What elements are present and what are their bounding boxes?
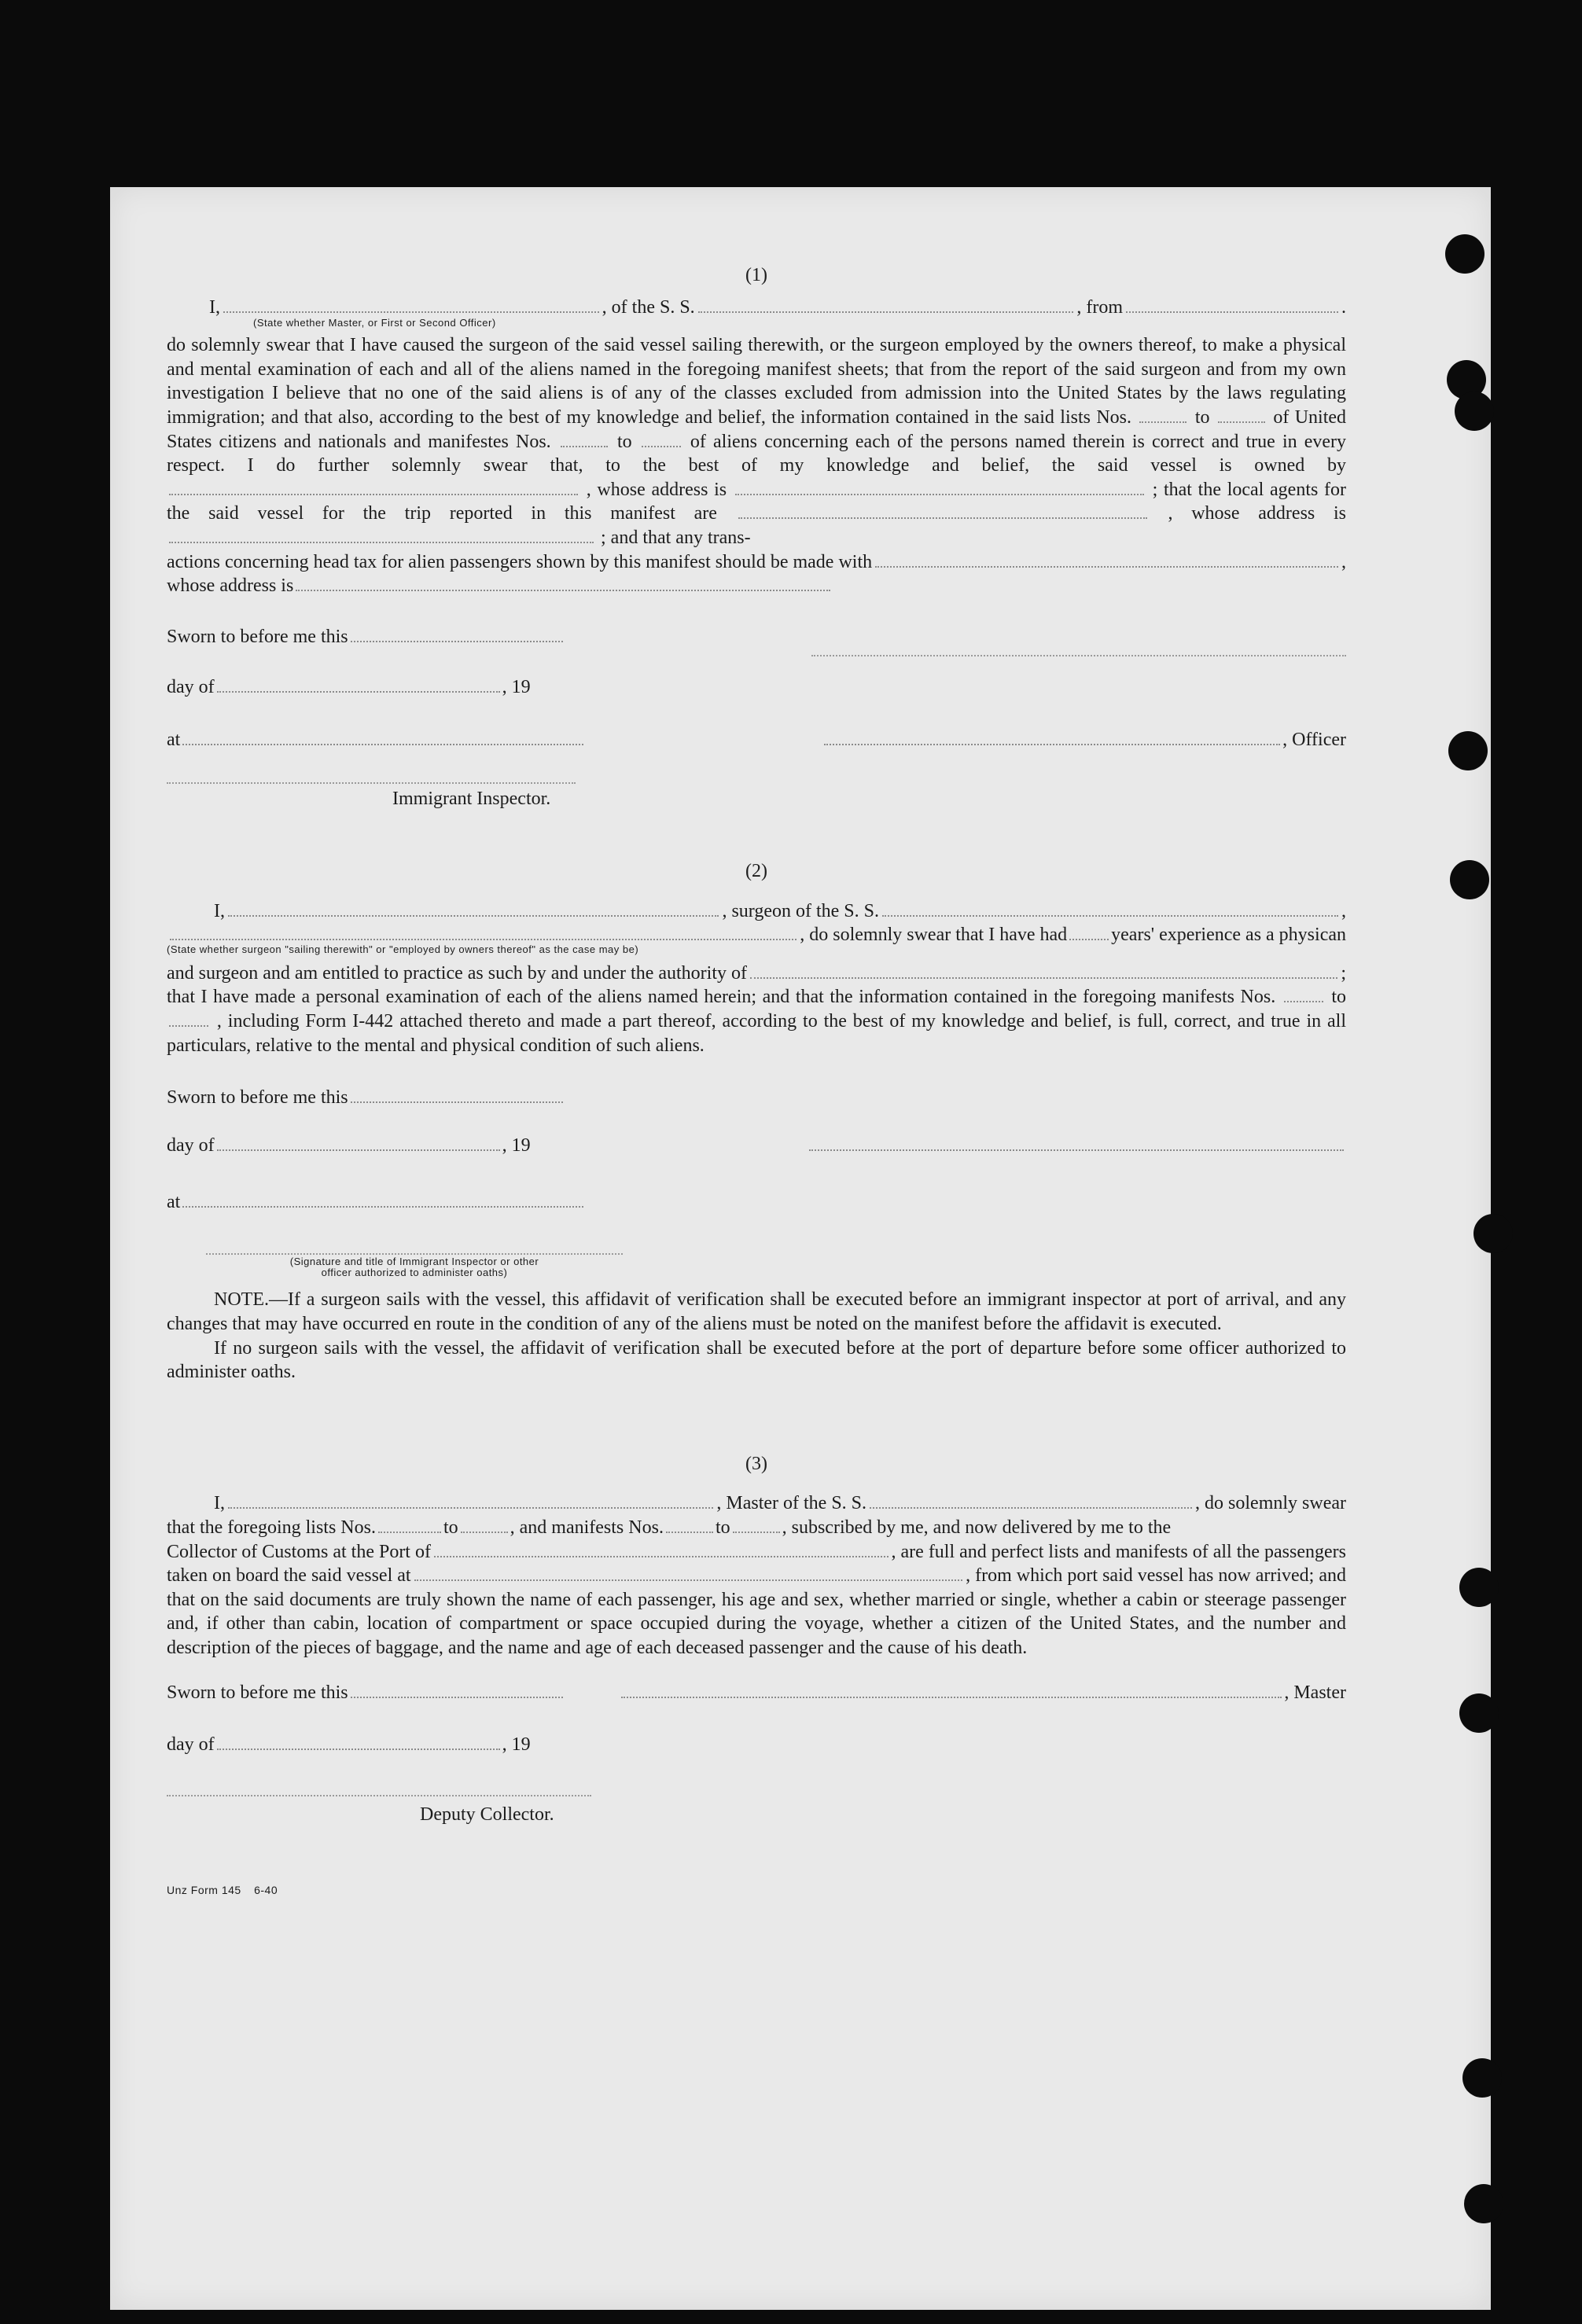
text: whose address is [167,575,294,597]
owner-address-field[interactable] [735,480,1144,495]
s2-inspector-signature-line[interactable] [206,1252,623,1255]
text: to [1331,987,1347,1008]
manifests-from-field[interactable] [561,432,608,447]
s1-at-line [167,728,1346,752]
s2-sworn-line [167,1086,1346,1110]
s1-officer-field[interactable] [824,730,1280,745]
text: at [167,1191,181,1212]
vessel-name-field[interactable] [698,297,1074,313]
authority-field[interactable] [750,963,1337,979]
s1-line-1 [167,296,1346,320]
s2-manifests-to-field[interactable] [169,1011,208,1027]
text: I, [209,296,220,318]
surgeon-name-field[interactable] [228,901,719,917]
s3-vessel-field[interactable] [870,1493,1192,1509]
officer-name-field[interactable] [223,297,599,313]
boarding-port-field[interactable] [414,1565,963,1581]
s3-line-1 [167,1491,1346,1516]
text: to [1194,406,1210,428]
s3-manifests-from-field[interactable] [666,1517,713,1533]
s2-vessel-field[interactable] [882,901,1338,917]
text: , do solemnly swear that I have had [800,925,1068,946]
text: day of [167,1734,215,1756]
text: I, [214,1493,225,1514]
master-signature-field[interactable] [621,1682,1282,1698]
punch-hole [1445,234,1485,274]
surgeon-type-field[interactable] [170,925,797,940]
owner-name-field[interactable] [169,480,578,495]
s1-paragraph [167,333,1346,550]
s1-officer-hint: (State whether Master, or First or Second Officer) [253,317,496,329]
s1-inspector-label: Immigrant Inspector. [392,788,551,809]
s3-lists-to-field[interactable] [461,1517,508,1533]
text: . [1341,296,1347,318]
s3-manifests-to-field[interactable] [733,1517,780,1533]
punch-hole [1448,731,1488,770]
text: ; and that any trans- [601,527,751,548]
punch-hole [1464,2184,1503,2223]
s1-officer-signature-line[interactable] [811,653,1346,656]
section-1-number: (1) [745,265,767,285]
head-tax-address-field[interactable] [296,575,830,591]
punch-hole [1459,1693,1499,1733]
text: , whose address is [1168,503,1346,524]
text: taken on board the said vessel at [167,1565,411,1587]
text: , 19 [502,1734,531,1756]
citizens-list-to-field[interactable] [1218,407,1265,423]
punch-hole [1462,2058,1502,2098]
s1-at-field[interactable] [182,730,583,745]
text: , whose address is [586,479,727,500]
s2-day-line [167,1134,1346,1167]
text: ; that the local agents for the said vessel for the trip reported in this manifest are [167,479,1347,524]
local-agents-field[interactable] [738,503,1147,519]
s2-surgeon-hint: (State whether surgeon "sailing therewith" or "employed by owners thereof" as the case may be) [167,943,639,955]
text: , [1341,900,1346,921]
text: day of [167,677,215,698]
text: at [167,729,181,750]
s1-sworn-line [167,625,1346,649]
s3-deputy-label: Deputy Collector. [420,1804,554,1825]
s2-at-line [167,1190,1346,1215]
s3-sworn-line [167,1681,1346,1705]
s2-day-field[interactable] [217,1135,500,1151]
form-code: 6-40 [254,1884,278,1897]
punch-hole [1473,1214,1513,1253]
s3-line-3 [167,1540,1346,1565]
form-footer [167,1878,1346,1903]
text: , do solemnly swear [1195,1493,1346,1514]
form-content [167,263,1346,1903]
s1-address-line [167,574,1346,598]
text: , 19 [502,677,531,698]
text: to [715,1517,730,1538]
text: (Signature and title of Immigrant Inspector or other [289,1256,539,1268]
s2-sworn-date-field[interactable] [351,1087,563,1103]
punch-hole [1455,392,1494,431]
text: , including Form I-442 attached thereto and made a part thereof, according to the best of my knowledge and belief, is full, correct, and true in all particulars, relative to the mental and physical condition of such aliens. [167,1011,1347,1056]
text: that I have made a personal examination of each of the aliens named herein; and that the information contained in the foregoing manifests Nos. [167,987,1276,1008]
s3-sworn-date-field[interactable] [351,1682,563,1698]
s2-signature-hint [206,1256,623,1278]
s2-manifests-from-field[interactable] [1284,987,1323,1002]
text: of United States citizens and nationals and manifestes Nos. [167,406,1347,452]
text: Sworn to before me this [167,1682,348,1703]
s2-at-field[interactable] [182,1192,583,1208]
s2-line-3 [167,962,1346,986]
text: , from [1076,296,1124,318]
text: officer authorized to administer oaths) [321,1267,508,1279]
text: , Master of the S. S. [716,1493,867,1514]
s2-note-2: If no surgeon sails with the vessel, the affidavit of verification shall be executed before at the port of departure before some officer authorized to administer oaths. [167,1337,1346,1383]
text: actions concerning head tax for alien passengers shown by this manifest should be made with [167,551,873,572]
agents-address-field[interactable] [169,528,594,543]
text: years' experience as a physican [1111,925,1346,946]
s1-day-line [167,675,1346,700]
s1-sworn-date-field[interactable] [351,627,563,642]
text: and surgeon and am entitled to practice as such by and under the authority of [167,962,747,984]
text: , subscribed by me, and now delivered by me to the [782,1517,1172,1538]
s3-collector-signature-line[interactable] [167,1793,591,1796]
text: of aliens concerning each of the persons named therein is correct and true in every respect. I do further solemnly swear that, to the best of my knowledge and belief, the said vessel is owned by [167,431,1347,476]
section-2-number: (2) [745,861,767,882]
s3-paragraph: that on the said documents are truly shown the name of each passenger, his age and sex, whether married or single, whether a cabin or steerage passenger and, if other than cabin, location of compartment or space occupied during the voyage, whether a citizen of the United States, and the number and description of the pieces of baggage, and the name and age of each deceased passenger and the cause of his death. [167,1589,1346,1658]
punch-hole [1450,860,1489,899]
s3-day-field[interactable] [217,1734,500,1750]
text: to [616,431,632,452]
text: , from which port said vessel has now arrived; and [966,1565,1346,1587]
text: Sworn to before me this [167,626,348,647]
head-tax-party-field[interactable] [875,552,1338,568]
text: , Master [1284,1682,1346,1703]
s2-paragraph [167,985,1346,1057]
text: ; [1341,962,1346,984]
s3-day-line [167,1733,1346,1757]
master-name-field[interactable] [228,1493,713,1509]
citizens-list-from-field[interactable] [1139,407,1186,423]
section-3-number: (3) [745,1453,767,1474]
s3-lists-from-field[interactable] [378,1517,441,1533]
punch-hole [1459,1568,1499,1607]
s1-head-tax-line [167,550,1346,575]
s3-line-2 [167,1516,1346,1540]
text: , are full and perfect lists and manifests of all the passengers [891,1541,1346,1562]
s3-line-4 [167,1564,1346,1588]
text: do solemnly swear that I have caused the surgeon of the said vessel sailing therewith, or the surgeon employed by the owners thereof, to make a physical and mental examination of each and all of the aliens named in the foregoing manifest sheets; that from the report of the said surgeon and from my own investigation I believe that no one of the said aliens is of any of the classes excluded from admission into the United States by the laws regulating immigration; and that also, according to the best of my knowledge and belief, the information contained in the said lists Nos. [167,335,1346,428]
s2-note-1: NOTE.—If a surgeon sails with the vessel, this affidavit of verification shall be executed before an immigrant inspector at port of arrival, and any changes that may have occurred en route in the condition of any of the aliens must be noted on the manifest before the affidavit is executed. [167,1289,1346,1335]
text: , Officer [1282,729,1346,750]
form-number: Unz Form 145 [167,1884,241,1897]
years-experience-field[interactable] [1069,925,1109,940]
text: to [443,1517,458,1538]
text: , surgeon of the S. S. [722,900,879,921]
s1-inspector-signature-line[interactable] [167,781,576,784]
text: that the foregoing lists Nos. [167,1517,376,1538]
text: , [1341,551,1346,572]
port-field[interactable] [434,1542,888,1557]
text: Sworn to before me this [167,1087,348,1109]
text: , and manifests Nos. [510,1517,664,1538]
s1-day-field[interactable] [217,677,500,693]
surgeon-signature-field[interactable] [809,1135,1344,1151]
s2-line-1 [167,899,1346,924]
text: day of [167,1134,215,1156]
text: , of the S. S. [602,296,695,318]
text: Collector of Customs at the Port of [167,1541,431,1562]
manifests-to-field[interactable] [642,432,681,447]
text: I, [214,900,225,921]
text: , 19 [502,1134,531,1156]
from-port-field[interactable] [1126,297,1338,313]
